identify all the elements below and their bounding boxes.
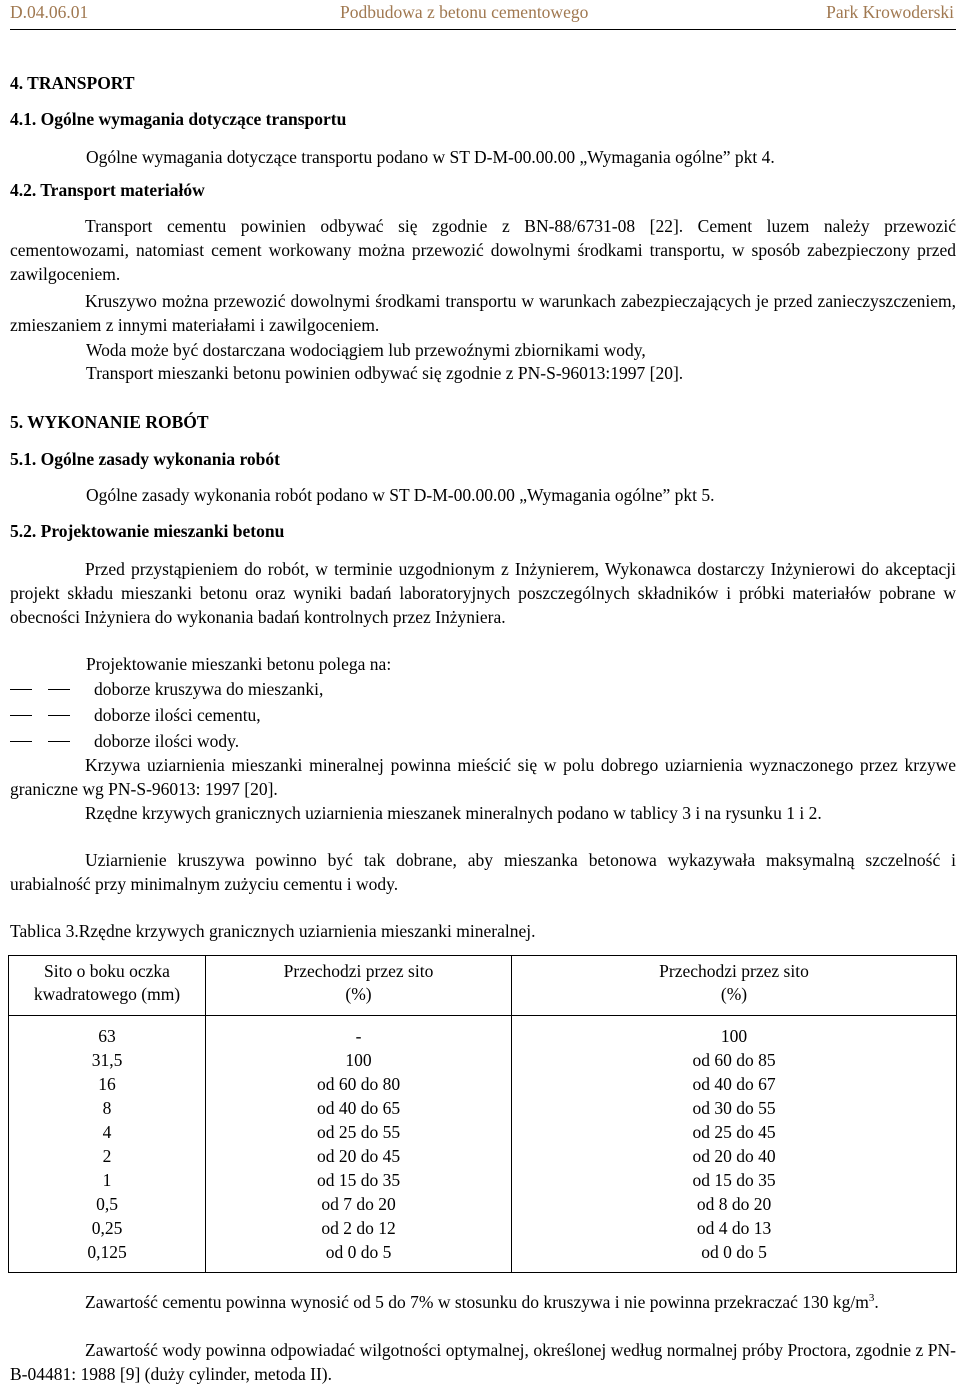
cell-value: od 20 do 40 <box>692 1146 776 1166</box>
cell-value: 31,5 <box>91 1050 123 1070</box>
paragraph <box>10 557 956 629</box>
header-code: D.04.06.01 <box>10 2 89 22</box>
paragraph <box>10 753 956 801</box>
header-line: Sito o boku oczka <box>44 961 170 981</box>
cell-value: - <box>355 1026 362 1046</box>
paragraph: Ogólne zasady wykonania robót podano w ST D-M-00.00.00 „Wymagania ogólne” pkt 5. <box>86 485 715 505</box>
superscript: 3 <box>868 1292 875 1305</box>
cell-value: 16 <box>98 1074 116 1094</box>
paragraph <box>10 848 956 896</box>
table-cell-pass-b <box>512 1016 957 1273</box>
header-line: Przechodzi przez sito <box>283 961 434 981</box>
cell-value: 0,5 <box>96 1194 118 1214</box>
subsection-heading: 5.1. Ogólne zasady wykonania robót <box>10 449 280 469</box>
cell-value: od 15 do 35 <box>316 1170 401 1190</box>
paragraph: Woda może być dostarczana wodociągiem lub przewoźnymi zbiornikami wody, <box>86 340 646 360</box>
paragraph-text: Krzywa uziarnienia mieszanki mineralnej powinna mieścić się w polu dobrego uziarnienia wyznaczonego przez krzywe graniczne wg PN-S-96013: 1997 [20]. <box>10 755 956 799</box>
list-item: doborze ilości cementu, <box>94 705 261 725</box>
subsection-heading: 5.2. Projektowanie mieszanki betonu <box>10 521 285 541</box>
table-cell-sieve <box>9 1016 206 1273</box>
list-dash-icon <box>10 730 62 752</box>
list-item: doborze kruszywa do mieszanki, <box>94 679 324 699</box>
table-header-cell <box>512 956 957 1016</box>
page-header <box>0 2 960 26</box>
table-header-cell <box>9 956 206 1016</box>
cell-value: od 0 do 5 <box>701 1242 767 1262</box>
cell-value: od 40 do 65 <box>316 1098 401 1118</box>
table-caption: Tablica 3.Rzędne krzywych granicznych uziarnienia mieszanki mineralnej. <box>10 921 536 941</box>
cell-value: od 25 do 55 <box>316 1122 401 1142</box>
paragraph <box>10 289 956 337</box>
header-divider <box>10 29 956 30</box>
subsection-heading: 4.2. Transport materiałów <box>10 180 205 200</box>
list-item: doborze ilości wody. <box>94 731 240 751</box>
section-heading: 4. TRANSPORT <box>10 73 135 93</box>
paragraph <box>10 801 956 825</box>
cell-value: 8 <box>102 1098 112 1118</box>
cell-value: od 0 do 5 <box>325 1242 392 1262</box>
paragraph-end: . <box>874 1292 879 1312</box>
paragraph-text: Rzędne krzywych granicznych uziarnienia mieszanek mineralnych podano w tablicy 3 i na rysunku 1 i 2. <box>85 803 822 823</box>
cell-value: 1 <box>102 1170 112 1190</box>
subsection-heading: 4.1. Ogólne wymagania dotyczące transportu <box>10 109 347 129</box>
cell-value: od 60 do 85 <box>692 1050 776 1070</box>
paragraph-text: Zawartość wody powinna odpowiadać wilgotności optymalnej, określonej według normalnej próby Proctora, zgodnie z PN-B-04481: 1988 [9] (duży cylinder, metoda II). <box>10 1340 956 1384</box>
paragraph <box>10 1290 956 1314</box>
header-title: Podbudowa z betonu cementowego <box>340 2 589 22</box>
cell-value: 0,25 <box>91 1218 123 1238</box>
header-line: (%) <box>345 984 372 1004</box>
cell-value: od 20 do 45 <box>316 1146 401 1166</box>
cell-value: od 30 do 55 <box>692 1098 776 1118</box>
cell-value: od 25 do 45 <box>692 1122 776 1142</box>
cell-value: od 15 do 35 <box>692 1170 776 1190</box>
cell-value: 4 <box>102 1122 112 1142</box>
grading-table <box>8 955 957 1273</box>
list-dash-icon <box>10 704 62 726</box>
table-row <box>9 1016 957 1273</box>
cell-value: od 8 do 20 <box>696 1194 772 1214</box>
cell-value: 2 <box>102 1146 112 1166</box>
paragraph-text: Uziarnienie kruszywa powinno być tak dobrane, aby mieszanka betonowa wykazywała maksymalną szczelność i urabialność przy minimalnym zużyciu cementu i wody. <box>10 850 956 894</box>
cell-value: 0,125 <box>87 1242 127 1262</box>
cell-value: 100 <box>720 1026 748 1046</box>
table-header-cell <box>206 956 512 1016</box>
cell-value: od 4 do 13 <box>696 1218 772 1238</box>
cell-value: 100 <box>345 1050 372 1070</box>
paragraph-text: Transport cementu powinien odbywać się zgodnie z BN-88/6731-08 [22]. Cement luzem należy przewozić cementowozami, natomiast cement workowany można przewozić dowolnymi środkami transportu, w sposób zabezpieczony przed zawilgoceniem. <box>10 216 956 284</box>
cell-value: od 7 do 20 <box>321 1194 396 1214</box>
paragraph: Ogólne wymagania dotyczące transportu podano w ST D-M-00.00.00 „Wymagania ogólne” pkt 4. <box>86 147 775 167</box>
table-header-row <box>9 956 957 1016</box>
paragraph <box>10 1338 956 1386</box>
list-dash-icon <box>10 678 62 700</box>
header-line: (%) <box>720 984 748 1004</box>
header-project: Park Krowoderski <box>826 2 954 22</box>
cell-value: od 2 do 12 <box>321 1218 396 1238</box>
table-cell-pass-a <box>206 1016 512 1273</box>
header-line: Przechodzi przez sito <box>659 961 809 981</box>
paragraph: Projektowanie mieszanki betonu polega na: <box>86 654 392 674</box>
cell-value: od 60 do 80 <box>316 1074 401 1094</box>
cell-value: od 40 do 67 <box>692 1074 776 1094</box>
paragraph-text: Kruszywo można przewozić dowolnymi środkami transportu w warunkach zabezpieczających je przed zanieczyszczeniem, zmieszaniem z innymi materiałami i zawilgoceniem. <box>10 291 956 335</box>
header-line: kwadratowego (mm) <box>33 984 181 1004</box>
paragraph-text: Zawartość cementu powinna wynosić od 5 do 7% w stosunku do kruszywa i nie powinna przekraczać 130 kg/m <box>85 1292 869 1312</box>
paragraph: Transport mieszanki betonu powinien odbywać się zgodnie z PN-S-96013:1997 [20]. <box>86 363 684 383</box>
cell-value: 63 <box>98 1026 116 1046</box>
paragraph-text: Przed przystąpieniem do robót, w terminie uzgodnionym z Inżynierem, Wykonawca dostarczy Inżynierowi do akceptacji projekt składu mieszanki betonu oraz wyniki badań laboratoryjnych poszczególnych składników i próbki materiałów pobrane w obecności Inżyniera do wykonania badań kontrolnych przez Inżyniera. <box>10 559 956 627</box>
section-heading: 5. WYKONANIE ROBÓT <box>10 412 209 432</box>
paragraph <box>10 214 956 286</box>
